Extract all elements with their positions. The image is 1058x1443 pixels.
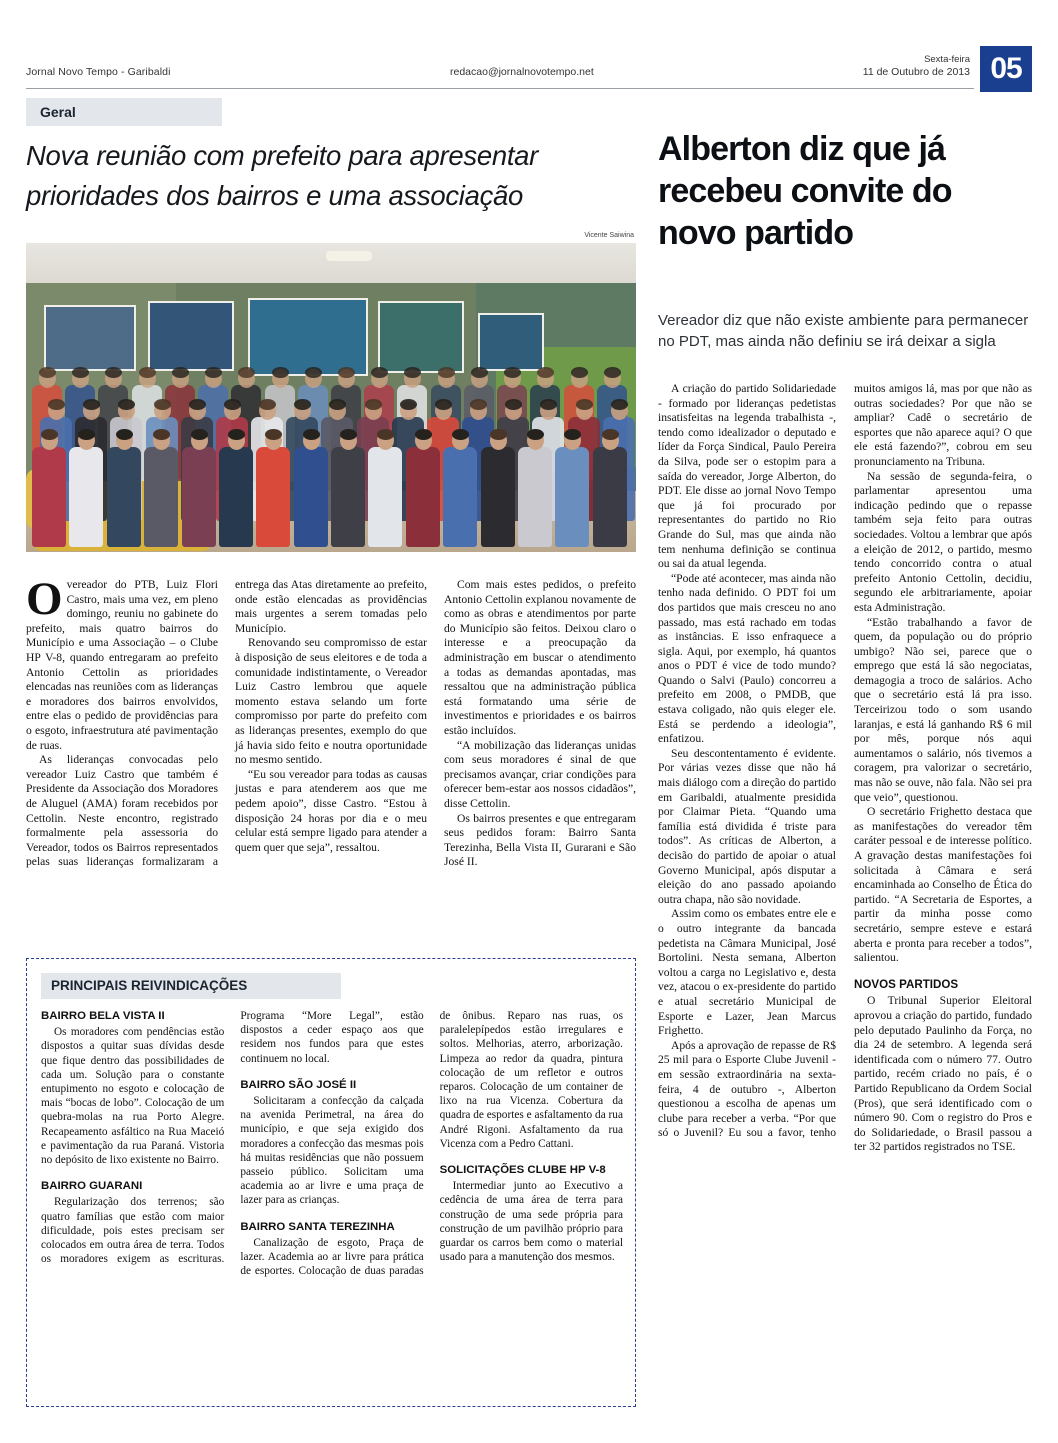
paragraph: “Pode até acontecer, mas ainda não tenho nada definido. O PDT foi um dos partidos que mais cresceu no ano passado, mas está rachado em todas as instâncias. E isso enfraquece a sigla. Aqui, por exemplo, há quantos anos o PDT é vice de todo mundo? Quando o Salvi (Paulo) concorreu a prefeito em 2008, o PMDB, que estava coligado, não quis eleger ele. Está se perdendo a ideologia”, enfatizou. (658, 571, 836, 746)
paragraph: Assim como os embates entre ele e o outro integrante da bancada pedetista na Câmara Municipal, José Bortolini. Nesta semana, Alberton voltou a carga no Legislativo e, desta vez, atacou o ex-presidente do partido e atual secretário Municipal de Esporte e Lazer, Jean Marcus Frighetto. (658, 907, 836, 1038)
paragraph: “Estão trabalhando a favor de quem, da população ou do próprio umbigo? Não sei, parece que o emprego que está lá são negociatas, demagogia a troco de salários. Acho que o secretário está lá pra isso. Terceirizou todo o som usando laranjas, e está lá ganhando R$ 6 mil por mês, porque nós aqui aumentamos o salário, nós tivemos a coragem, pra valorizar o secretário, mas não se ouve, não fala. Não sei pra que veio”, questionou. (854, 615, 1032, 804)
paragraph: “Eu sou vereador para todas as causas justas e para atenderem aos que me pedem apoio”, disse Castro. “Estou à disposição 24 horas por dia e o meu celular está sempre ligado para atender a quem quer que seja”, ressaltou. (235, 767, 427, 854)
subsection-heading: BAIRRO GUARANI (41, 1180, 143, 1193)
photo-credit: Vicente Saiwina (584, 232, 634, 239)
left-story-body (26, 573, 636, 948)
demands-box-body (41, 1009, 623, 1395)
paragraph: Na sessão de segunda-feira, o parlamentar apresentou uma indicação pedindo que o repasse também seja feito para outras sociedades. Voltou a lembrar que após a eleição de 2012, o partido, mesmo tendo concorrido contra o atual prefeito Antonio Cettolin, decidiu, segundo ele arbitrariamente, apoiar esta Administração. (854, 469, 1032, 614)
demands-box-title: PRINCIPAIS REIVINDICAÇÕES (51, 978, 248, 993)
photo-block (26, 232, 636, 563)
publication-name: Jornal Novo Tempo - Garibaldi (26, 66, 171, 78)
subsection-heading: NOVOS PARTIDOS (854, 977, 959, 991)
paragraph: O secretário Frighetto destaca que as manifestações do vereador têm caráter pessoal e de interesse político. A gravação destas manifestações foi solicitada à Câmara e será encaminhada ao Conselho de Ética do partido. “A Secretaria de Esportes, a partir da minha posse como secretário, sempre esteve e estará aberta e pronta para receber a todos”, salientou. (854, 805, 1032, 965)
right-story-body (658, 382, 1032, 1407)
right-headline: Alberton diz que já recebeu convite do novo partido (658, 130, 952, 252)
demands-box (26, 958, 636, 1407)
paragraph: Overeador do PTB, Luiz Flori Castro, mais uma vez, em pleno domingo, reuniu no gabinete do prefeito, mais quatro bairros do Município e uma Associação – o Clube HP V-8, quando entregaram ao prefeito Antonio Cettolin as prioridades elencadas nas reuniões com as lideranças e moradores dos bairros envolvidos, entre elas o pedido de providências para o esgoto, infraestrutura até pavimentação de ruas. (26, 573, 218, 752)
masthead (26, 52, 1032, 94)
paragraph: “A mobilização das lideranças unidas com seus moradores é sinal de que precisamos avançar, criar condições para oferecer bem-estar aos nossos cidadãos”, disse Cettolin. (444, 738, 636, 810)
paragraph: Intermediar junto ao Executivo a cedência de uma área de terra para construção de uma sede própria para construção de um pavilhão próprio para guardar os carros bem como o material usado para a manutenção dos mesmos. (439, 1180, 623, 1264)
paragraph: Seu descontentamento é evidente. Por várias vezes disse que não há mais diálogo com a direção do partido em Garibaldi, atualmente presidida por Claimar Pieta. “Quando uma família está dividida é triste para todos”. As críticas de Alberton, a decisão do partido de apoiar o atual Governo Municipal, após disputar a eleição do ano passado apoiando outra chapa, não são novidade. (658, 746, 836, 906)
subsection-heading: BAIRRO BELA VISTA II (41, 1010, 165, 1022)
subsection-heading: BAIRRO SÃO JOSÉ II (240, 1078, 357, 1091)
paragraph: Solicitaram a confecção da calçada na avenida Perimetral, na área do município, e que seja exigido dos moradores a confecção das mesmas pois há muitas residências que não possuem passeio público. Solicitam uma academia ao ar livre e uma praça de lazer para as crianças. (240, 1095, 424, 1207)
paragraph: Após a aprovação de repasse de R$ 25 mil para o Esporte Clube Juvenil - em sessão extraordinária na sexta-feira, 4 de outubro -, Alberton questionou a escolha de apenas um clube para receber a verba. “Por que só o Juvenil? Eu sou a favor, tenho muitos amigos lá, mas por que não as outras sociedades? Por que não se ampliar? Cadê o secretário de esportes que não aparece aqui? O que ele está fazendo?”, cobrou em seu pronunciamento na Tribuna. (658, 382, 1032, 1140)
subsection-heading: SOLICITAÇÕES CLUBE HP V-8 (439, 1164, 606, 1177)
story-photo (26, 243, 636, 552)
paragraph: A criação do partido Solidariedade - formado por lideranças pedetistas insatisfeitas na legenda trabalhista -, tendo como idealizador o deputado e líder da Força Sindical, Paulo Pereira da Silva, pode ser o estopim para a saída do vereador, Jorge Alberton, do PDT. Ele disse ao jornal Novo Tempo que já foi procurado por representantes do partido no Rio Grande do Sul, mas que ainda não tem nenhuma definição se continua ou sai da atual legenda. (658, 382, 836, 571)
weekday-label: Sexta-feira (924, 54, 970, 65)
subsection-heading: BAIRRO SANTA TEREZINHA (240, 1220, 395, 1233)
paragraph: Com mais estes pedidos, o prefeito Antonio Cettolin explanou novamente de como as obras e atendimentos por parte do Município são feitos. Deixou claro o interesse e a preocupação da administração em buscar o atendimento a todas as demandas apontadas, mas ressaltou que na administração pública está formatando uma série de investimentos e prioridades e os bairros estão incluídos. (444, 578, 636, 737)
paragraph: Os bairros presentes e que entregaram seus pedidos foram: Bairro Santa Terezinha, Bella Vista II, Gurarani e São José II. (444, 811, 636, 869)
paragraph: Renovando seu compromisso de estar à disposição de seus eleitores e de toda a comunidade indistintamente, o Vereador Luiz Castro lembrou que aquele momento estava selando um forte compromisso por parte do prefeito com as lideranças presentes, exemplo do que já havia sido feito e noutra oportunidade no mesmo sentido. (235, 636, 427, 767)
left-story-header (26, 136, 636, 216)
issue-date: 11 de Outubro de 2013 (862, 66, 970, 78)
contact-email: redacao@jornalnovotempo.net (450, 66, 594, 78)
right-subhead: Vereador diz que não existe ambiente para permanecer no PDT, mas ainda não definiu se irá deixar a sigla (658, 312, 1029, 350)
paragraph: Os moradores com pendências estão dispostos a quitar suas dívidas desde que fique dentro das possibilidades de cada um. Solução para o constante entupimento no esgoto e colocação de mais “bocas de lobo”. Colocação de um quebra-molas na rua Porto Alegre. Recapeamento asfáltico na Rua Maceió e pavimentação da rua Paraná. Vistoria no depósito de lixo existente no Bairro. (41, 1026, 225, 1167)
paragraph: As lideranças convocadas pelo vereador Luiz Castro que também é Presidente da Associação dos Moradores de Aluguel (AMA) foram recebidos por Cettolin. Neste encontro, registrado formalmente pela assessoria do Vereador, todos os Bairros representados pelas suas lideranças formalizaram a entrega das Atas diretamente ao prefeito, onde estão elencadas as providências mais urgentes a serem tomadas pelo Município. (26, 578, 427, 869)
section-label: Geral (40, 104, 76, 120)
masthead-divider (26, 88, 974, 89)
paragraph: Canalização de esgoto, Praça de lazer. Academia ao ar livre para prática de esportes. Colocação de duas paradas de ônibus. Reparo nas ruas, os paralelepípedos estão irregulares e soltos. Melhorias, aterro, arborização. Limpeza ao redor da quadra, pintura colocação de um refletor e outros reparos. Colocação de um container de lixo na rua Vicenza. Cobertura da quadra de esportes e asfaltamento da rua André Rigoni. Asfaltamento da rua Vicenza com a Pedro Cattani. (240, 1010, 623, 1278)
paragraph: Regularização dos terrenos; são quatro famílias que estão com maior dificuldade, pois estes precisam ser colocados em outra área de terra. Todos os moradores exigem as escrituras. Programa “More Legal”, estão dispostos a ceder espaço aos que residem nos fundos para que estes continuem no local. (41, 1010, 424, 1266)
demands-box-title-bar (41, 973, 341, 999)
paragraph: O Tribunal Superior Eleitoral aprovou a criação do partido, fundado pelo deputado Paulinho da Força, no dia 24 de setembro. A legenda será identificada com o número 77. Outro partido, recém criado no país, é o Partido Republicano da Ordem Social (Pros), que será identificado com o número 90. Com o registro do Pros e do Solidariedade, o Brasil passou a ter 32 partidos registrados no TSE. (854, 994, 1032, 1154)
page-title: Nova reunião com prefeito para apresentar prioridades dos bairros e uma associação (26, 140, 539, 211)
section-tag (26, 98, 222, 126)
page-number: 05 (980, 46, 1032, 92)
right-story-header (658, 128, 1032, 254)
